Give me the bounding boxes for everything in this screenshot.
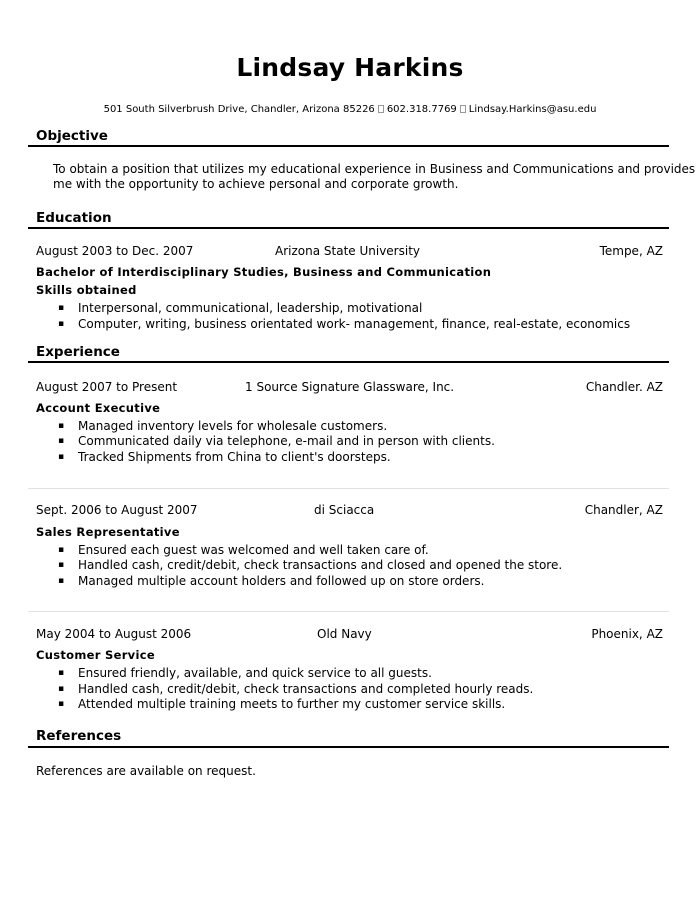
- section-rule: [28, 227, 669, 229]
- job-dates: August 2007 to Present: [36, 380, 178, 394]
- objective-line-1: To obtain a position that utilizes my educational experience in Business and Communications and provides: [53, 162, 696, 176]
- job-location: Chandler, AZ: [584, 503, 663, 517]
- job-dates: May 2004 to August 2006: [36, 627, 192, 641]
- job-company: Old Navy: [317, 627, 372, 641]
- bullet-icon: ▪: [58, 303, 65, 313]
- bullet-icon: ▪: [58, 545, 65, 555]
- references-heading: References: [36, 728, 122, 744]
- bullet-icon: ▪: [58, 436, 65, 446]
- section-rule: [28, 361, 669, 363]
- job-title: Account Executive: [36, 401, 161, 415]
- job-duty: Communicated daily via telephone, e-mail and in person with clients.: [78, 434, 495, 448]
- references-text: References are available on request.: [36, 764, 256, 778]
- separator-box-icon: [460, 105, 466, 113]
- skill-item: Interpersonal, communicational, leadership, motivational: [78, 301, 423, 315]
- applicant-name: Lindsay Harkins: [236, 53, 464, 82]
- job-location: Chandler. AZ: [585, 380, 663, 394]
- objective-heading: Objective: [36, 128, 108, 144]
- education-heading: Education: [36, 210, 112, 226]
- separator-box-icon: [378, 105, 384, 113]
- skill-item: Computer, writing, business orientated work- management, finance, real-estate, economics: [78, 317, 631, 331]
- bullet-icon: ▪: [58, 421, 65, 431]
- bullet-icon: ▪: [58, 668, 65, 678]
- phone: 602.318.7769: [386, 104, 457, 115]
- job-divider: [28, 611, 669, 612]
- job-duty: Attended multiple training meets to further my customer service skills.: [78, 697, 506, 711]
- email: Lindsay.Harkins@asu.edu: [468, 104, 597, 115]
- bullet-icon: ▪: [58, 684, 65, 694]
- section-rule: [28, 746, 669, 748]
- job-duty: Handled cash, credit/debit, check transactions and completed hourly reads.: [78, 682, 534, 696]
- objective-line-2: me with the opportunity to achieve personal and corporate growth.: [53, 177, 459, 191]
- bullet-icon: ▪: [58, 576, 65, 586]
- job-duty: Ensured friendly, available, and quick service to all guests.: [78, 666, 432, 680]
- contact-line: [0, 104, 700, 115]
- skills-heading: Skills obtained: [36, 283, 137, 297]
- job-dates: Sept. 2006 to August 2007: [36, 503, 198, 517]
- job-title: Sales Representative: [36, 525, 180, 539]
- bullet-icon: ▪: [58, 452, 65, 462]
- education-dates: August 2003 to Dec. 2007: [36, 244, 194, 258]
- job-duty: Tracked Shipments from China to client's doorsteps.: [78, 450, 391, 464]
- education-degree: Bachelor of Interdisciplinary Studies, Business and Communication: [36, 265, 492, 279]
- job-duty: Ensured each guest was welcomed and well taken care of.: [78, 543, 429, 557]
- section-rule: [28, 145, 669, 147]
- education-school: Arizona State University: [275, 244, 421, 258]
- bullet-icon: ▪: [58, 319, 65, 329]
- address: 501 South Silverbrush Drive, Chandler, Arizona 85226: [103, 104, 375, 115]
- job-duty: Managed inventory levels for wholesale customers.: [78, 419, 388, 433]
- job-company: 1 Source Signature Glassware, Inc.: [245, 380, 455, 394]
- education-location: Tempe, AZ: [599, 244, 663, 258]
- job-duty: Handled cash, credit/debit, check transactions and closed and opened the store.: [78, 558, 563, 572]
- bullet-icon: ▪: [58, 699, 65, 709]
- bullet-icon: ▪: [58, 560, 65, 570]
- experience-heading: Experience: [36, 344, 120, 360]
- job-divider: [28, 488, 669, 489]
- job-company: di Sciacca: [314, 503, 375, 517]
- job-location: Phoenix, AZ: [591, 627, 663, 641]
- job-title: Customer Service: [36, 648, 155, 662]
- job-duty: Managed multiple account holders and followed up on store orders.: [78, 574, 485, 588]
